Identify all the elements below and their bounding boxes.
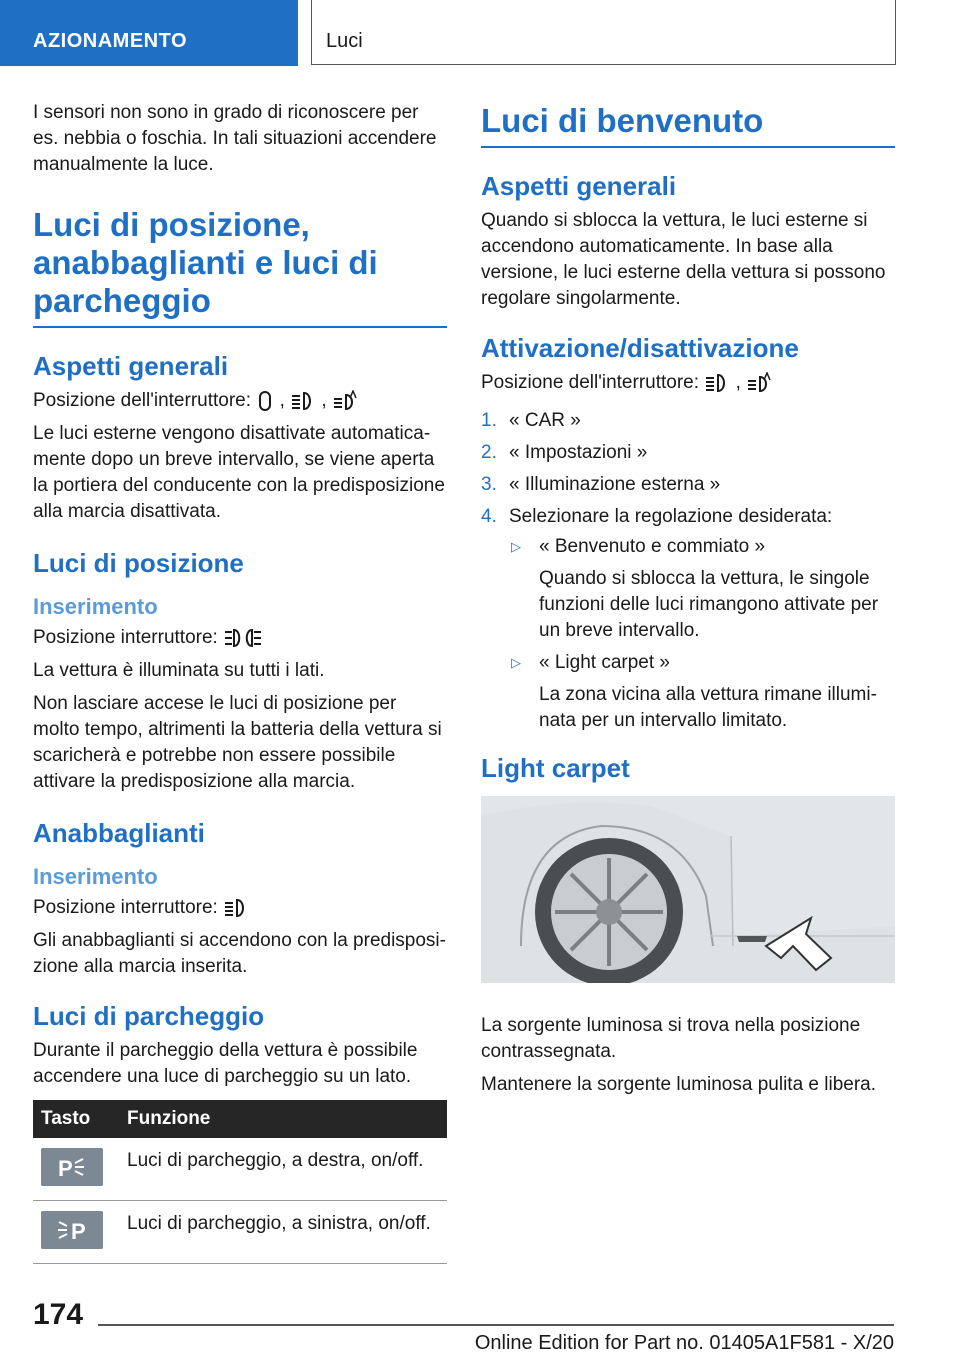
light-carpet-text-1: La sorgente luminosa si trova nella posizione contrassegnata.	[481, 1015, 861, 1062]
section-heading-welcome-lights: Luci di benvenuto	[481, 100, 895, 148]
table-row	[33, 1138, 447, 1201]
option-item	[509, 534, 895, 644]
activation-heading: Attivazione/disattivazione	[481, 333, 799, 363]
position-lights-subheading: Inserimento	[33, 594, 158, 619]
activation-switch-label: Posizione dell'interruttore:	[481, 372, 700, 393]
option-label: « Benvenuto e commiato »	[539, 536, 766, 557]
right-column	[481, 100, 895, 1105]
chapter-title: Luci	[326, 30, 363, 52]
svg-text:P: P	[58, 1156, 73, 1181]
parking-light-left-icon[interactable]	[41, 1211, 103, 1249]
section-title: AZIONAMENTO	[33, 30, 188, 52]
light-switch-off-icon	[256, 390, 274, 412]
parking-keys-table	[33, 1100, 447, 1264]
low-beam-icon	[704, 372, 730, 394]
low-beam-text: Gli anabbaglianti si accendono con la predisposizione alla marcia inserita.	[33, 930, 446, 977]
welcome-general-text: Quando si sblocca la vettura, le luci esterne si accendono automaticamente. In base alla versione, le luci esterne della vettura si possono regolare singolarmente.	[481, 210, 886, 309]
general-text: Le luci esterne vengono disattivate automaticamente dopo un breve intervallo, se viene aperta la portiera del conducente con la predisposizione alla marcia disattivata.	[33, 423, 445, 522]
light-carpet-text-2: Mantenere la sorgente luminosa pulita e libera.	[481, 1074, 877, 1095]
auto-light-icon	[746, 372, 772, 394]
activation-steps	[481, 408, 895, 734]
footer-divider	[98, 1324, 894, 1326]
low-beam-subheading: Inserimento	[33, 864, 158, 889]
triangle-bullet-icon: ▷	[511, 655, 521, 670]
page-number: 174	[33, 1298, 84, 1331]
table-cell-function: Luci di parcheggio, a sinistra, on/off.	[119, 1201, 447, 1264]
step-number: 2.	[481, 442, 497, 463]
light-carpet-photo	[481, 796, 895, 983]
table-cell-key	[33, 1138, 119, 1201]
low-beam-icon	[290, 390, 316, 412]
step-text: « Illuminazione esterna »	[509, 474, 721, 495]
low-beam-switch-label: Posizione interruttore:	[33, 897, 218, 918]
table-header-function: Funzione	[119, 1100, 447, 1138]
parking-lights-icon	[223, 627, 263, 649]
option-description: Quando si sblocca la vettura, le singole funzioni delle luci rimangono attivate per un breve intervallo.	[539, 568, 879, 641]
general-switch-line: Posizione dell'interruttore: , ,	[33, 388, 447, 414]
triangle-bullet-icon: ▷	[511, 539, 521, 554]
general-switch-label: Posizione dell'interruttore:	[33, 390, 252, 411]
position-switch-label: Posizione interruttore:	[33, 627, 218, 648]
auto-light-icon	[332, 390, 358, 412]
table-header-row	[33, 1100, 447, 1138]
welcome-general-heading: Aspetti generali	[481, 171, 677, 201]
footer-edition: Online Edition for Part no. 01405A1F581 - X/20	[474, 1332, 894, 1354]
step-number: 3.	[481, 474, 497, 495]
parking-lights-heading: Luci di parcheggio	[33, 1001, 265, 1031]
table-header-key: Tasto	[33, 1100, 119, 1138]
table-cell-function: Luci di parcheggio, a destra, on/off.	[119, 1138, 447, 1201]
low-beam-switch-icon	[223, 897, 249, 919]
table-cell-key	[33, 1201, 119, 1264]
list-item	[481, 408, 895, 434]
list-item	[481, 472, 895, 498]
svg-text:P: P	[71, 1219, 86, 1244]
left-column	[33, 100, 447, 1264]
intro-paragraph: I sensori non sono in grado di riconoscere per es. nebbia o foschia. In tali situazioni accendere manualmente la luce.	[33, 102, 437, 175]
option-description: La zona vicina alla vettura rimane illuminata per un intervallo limitato.	[539, 684, 877, 731]
step-text: « Impostazioni »	[509, 442, 648, 463]
parking-lights-text: Durante il parcheggio della vettura è possibile accendere una luce di parcheggio su un lato.	[33, 1040, 418, 1087]
position-text-2: Non lasciare accese le luci di posizione per molto tempo, altrimenti la batteria della vettura si scaricherà e potrebbe non essere possibile attivare la predisposizione alla marcia.	[33, 693, 442, 792]
step-number: 4.	[481, 506, 497, 527]
step-text: Selezionare la regolazione desiderata:	[509, 506, 833, 527]
list-item	[481, 440, 895, 466]
section-heading-position-lights: Luci di posizione, anabbaglianti e luci di parcheggio	[33, 206, 447, 328]
option-list	[509, 534, 895, 734]
low-beam-switch-line	[33, 895, 447, 921]
low-beam-heading: Anabbaglianti	[33, 818, 205, 848]
step-number: 1.	[481, 410, 497, 431]
section-tab	[0, 0, 298, 66]
option-label: « Light carpet »	[539, 652, 670, 673]
option-item	[509, 650, 895, 734]
general-heading: Aspetti generali	[33, 351, 229, 381]
step-text: « CAR »	[509, 410, 581, 431]
light-carpet-heading: Light carpet	[481, 753, 630, 783]
activation-switch-line: Posizione dell'interruttore: ,	[481, 370, 895, 396]
position-switch-line	[33, 625, 447, 651]
parking-light-right-icon[interactable]	[41, 1148, 103, 1186]
table-row	[33, 1201, 447, 1264]
position-lights-heading: Luci di posizione	[33, 548, 244, 578]
chapter-box	[311, 0, 896, 65]
position-text-1: La vettura è illuminata su tutti i lati.	[33, 660, 325, 681]
list-item	[481, 504, 895, 734]
